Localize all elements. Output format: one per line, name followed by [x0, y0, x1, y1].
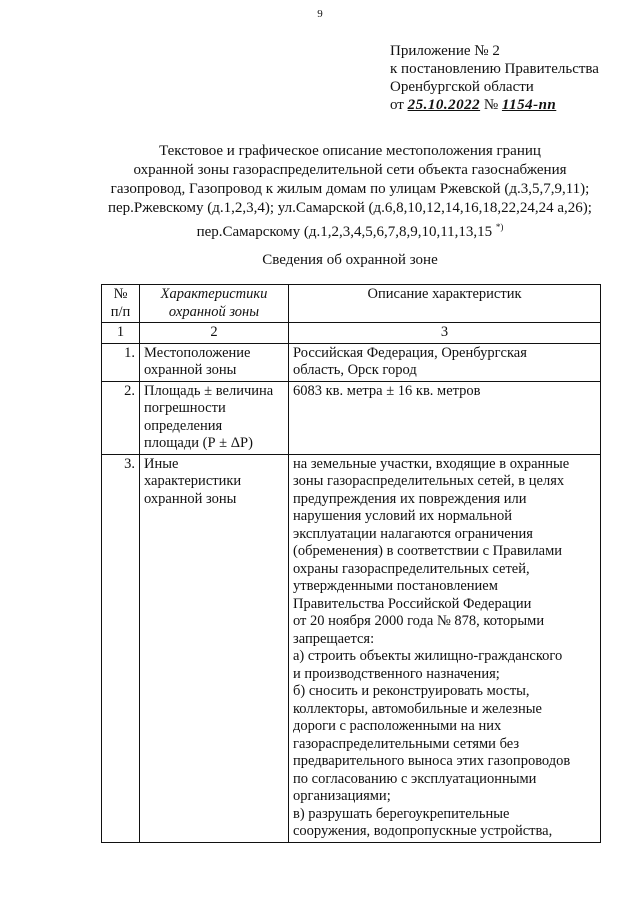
appendix-line-1: Приложение № 2: [390, 43, 500, 59]
row-characteristic: Местоположение охранной зоны: [140, 343, 289, 381]
title-line-5: пер.Самарскому (д.1,2,3,4,5,6,7,8,9,10,11,13,15 *): [196, 222, 504, 240]
table-row: [102, 343, 601, 381]
row-description: на земельные участки, входящие в охранные зоны газораспределительных сетей, в целях предупреждения их повреждения или нарушения условий их нормальной эксплуатации налагаются ограничения (обременения) в соответствии с Правилами охраны газораспределительных сетей, утвержденными постановлением Правительства Российской Федерации от 20 ноября 2000 года № 878, которыми запрещается: а) строить объекты жилищно-гражданского и производственного назначения; б) сносить и реконструировать мосты, коллекторы, автомобильные и железные дороги с расположенными на них газораспределительными сетями без предварительного выноса этих газопроводов по согласованию с эксплуатационными организациями; в) разрушать берегоукрепительные сооружения, водопропускные устройства,: [289, 454, 601, 842]
title-line-1: Текстовое и графическое описание местоположения границ: [159, 143, 541, 159]
signed-date: 25.10.2022: [407, 97, 481, 113]
number-prefix: №: [483, 97, 499, 113]
row-num: 1.: [102, 343, 140, 381]
table-row: [102, 454, 601, 842]
section-subtitle: Сведения об охранной зоне: [262, 252, 438, 268]
index-cell: 2: [140, 323, 289, 344]
appendix-line-2: к постановлению Правительства: [390, 61, 599, 77]
document-title: [60, 142, 640, 242]
row-num: 2.: [102, 381, 140, 454]
row-description: 6083 кв. метра ± 16 кв. метров: [289, 381, 601, 454]
title-line-3: газопровод, Газопровод к жилым домам по улицам Ржевской (д.3,5,7,9,11);: [110, 181, 590, 197]
appendix-block: [390, 42, 599, 114]
footnote-mark: *): [495, 222, 504, 232]
table-index-row: [102, 323, 601, 344]
signed-number: 1154-пп: [501, 97, 557, 113]
row-characteristic: Площадь ± величина погрешности определения площади (Р ± ΔР): [140, 381, 289, 454]
row-description: Российская Федерация, Оренбургская область, Орск город: [289, 343, 601, 381]
index-cell: 3: [289, 323, 601, 344]
row-characteristic: Иные характеристики охранной зоны: [140, 454, 289, 842]
title-line-2: охранной зоны газораспределительной сети объекта газоснабжения: [133, 162, 567, 178]
title-line-4: пер.Ржевскому (д.1,2,3,4); ул.Самарской (д.6,8,10,12,14,16,18,22,24,24 а,26);: [108, 200, 592, 216]
appendix-line-3: Оренбургской области: [390, 79, 534, 95]
table-row: [102, 381, 601, 454]
header-characteristics: Характеристики охранной зоны: [140, 285, 289, 323]
protection-zone-table: [101, 284, 601, 843]
date-prefix: от: [390, 97, 404, 113]
header-num: № п/п: [102, 285, 140, 323]
header-description: Описание характеристик: [289, 285, 601, 323]
row-num: 3.: [102, 454, 140, 842]
index-cell: 1: [102, 323, 140, 344]
table-header-row: [102, 285, 601, 323]
appendix-date-line: [390, 96, 599, 114]
page-number: 9: [317, 8, 323, 20]
